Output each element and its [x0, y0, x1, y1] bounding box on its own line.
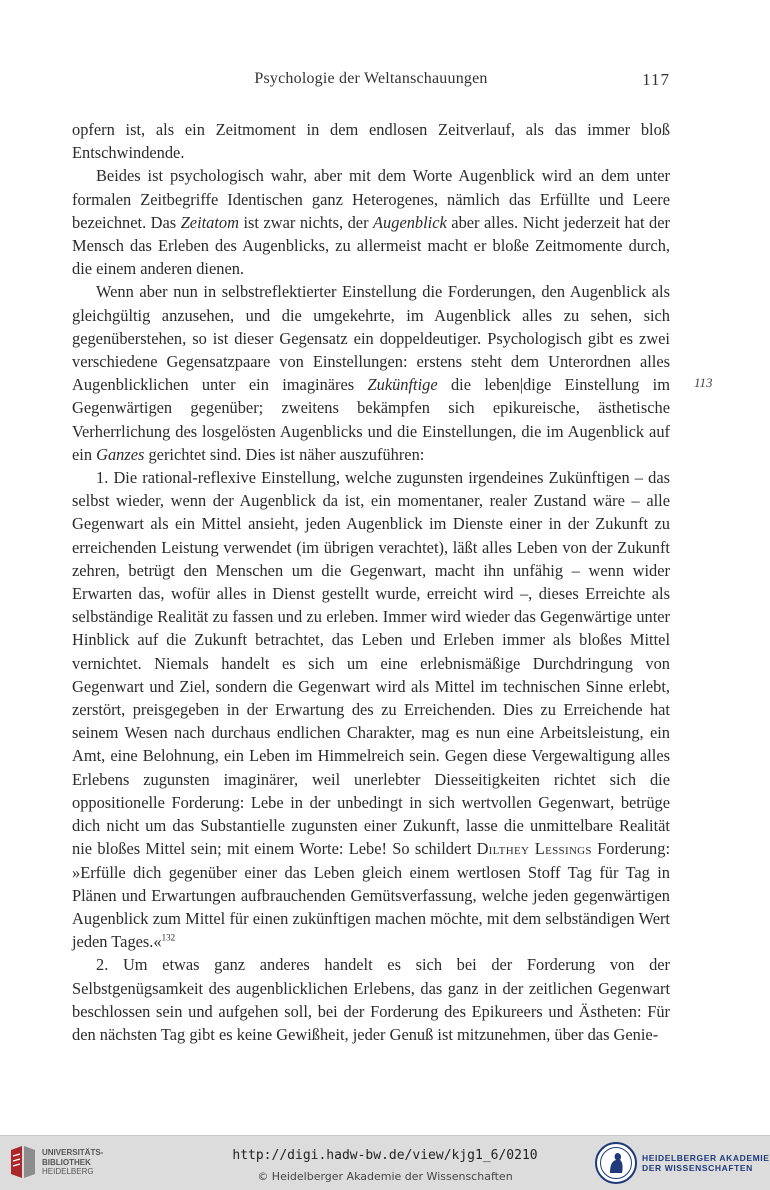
footnote-marker: 132 [161, 932, 176, 943]
text-run: gerichtet sind. Dies ist näher auszuführen: [144, 444, 425, 464]
emphasis-term: Zeitatom [180, 212, 239, 232]
academy-line-1: HEIDELBERGER AKADEMIE [642, 1153, 770, 1163]
permalink-url[interactable]: http://digi.hadw-bw.de/view/kjg1_6/0210 [232, 1148, 538, 1163]
text-run: 1. Die rational-reflexive Einstellung, welche zugunsten irgendeines Zukünftigen – das selbst wieder, wenn der Augenblick da ist, ein momentaner, realer Zustand wäre – alle Gegenwart als ein Mittel ansieht, jeden Augenblick im Dienste einer in der Zukunft zu erreichenden Leistung verwendet (im übrigen verachtet), läßt alles Leben von der Zukunft zehren, betrügt den Menschen um die Gegenwart, macht ihn unfähig – wenn wider Erwarten das, wofür alles in Dienst gestellt wurde, erreicht wird –, dieses Erreichte als selbständige Realität zu fassen und zu erleben. Immer wird wieder das Gegenwärtige unter Hinblick auf die Zukunft betrachtet, das Leben und Erleben immer als bloßes Mittel vernichtet. Niemals handelt es sich um eine erlebnismäßige Durchdringung von Gegenwart und Ziel, sondern die Gegenwart wird als Mittel im technischen Sinne erlebt, zerstört, preisgegeben in der Erwartung des zu Erreichenden. Dies zu Erreichende hat seinem Wesen nach durchaus endlichen Charakter, mag es nun eine Arbeitsleistung, ein Amt, eine Belohnung, ein Leben im Himmelreich sein. Gegen diese Vergewaltigung alles Erlebens zugunsten imaginärer, weil unerlebter Diesseitigkeiten richtet sich die oppositionelle Forderung: Lebe in der unbedingt in sich wertvollen Gegenwart, betrüge dich nicht um das Substantielle zugunsten einer Zukunft, lasse die unmittelbare Realität nie bloßes Mittel sein; mit einem Worte: Lebe! So schildert [72, 468, 670, 859]
text-run: Wenn aber nun in selbstreflektierter Einstellung die Forderungen, den Augenblick als gleichgültig anzusehen, und die umgekehrte, im Augenblick alles zu sehen, sich gegenüberstehen, so ist dieser Gegensatz ein doppeldeutiger. Psychologisch gibt es zwei verschiedene Gegensatzpaare von Einstellungen: erstens steht dem Unterordnen alles Augenblicklichen unter ein imaginäres [72, 282, 670, 395]
library-line-1: UNIVERSITÄTS- [42, 1148, 104, 1157]
text-run: ist zwar nichts, der [238, 212, 374, 232]
academy-name [642, 1153, 770, 1173]
running-title: Psychologie der Weltanschauungen [254, 70, 488, 87]
library-line-2: BIBLIOTHEK [42, 1157, 91, 1167]
text-run: opfern ist, als ein Zeitmoment in dem endlosen Zeitverlauf, als das immer bloß Entschwindende. [72, 120, 670, 163]
library-line-3: HEIDELBERG [42, 1167, 94, 1176]
emphasis-term: Ganzes [96, 444, 145, 464]
academy-line-2: DER WISSENSCHAFTEN [642, 1163, 753, 1173]
footer-bar [0, 1135, 770, 1190]
copyright-notice: © Heidelberger Akademie der Wissenschaften [257, 1170, 513, 1183]
paragraph [72, 953, 670, 1046]
text-run: aber alles. Nicht jederzeit hat der Mensch das Erleben des Augenblicks, zu allermeist macht er bloße Zeitmomente durch, die einem anderen dienen. [72, 212, 670, 279]
emphasis-term: Zukünftige [367, 375, 438, 395]
text-run: die leben|dige Einstellung im Gegenwärtigen gegenüber; zweitens bekämpfen sich epikureische, ästhetische Verherrlichung des losgelösten Augenblicks und die Einstellungen, die im Augenblick auf ein [72, 375, 670, 464]
running-head [72, 70, 670, 92]
body-text [72, 118, 670, 1046]
text-run: Forderung: »Erfülle dich gegenüber einer das Leben gleich einem wertlosen Stoff Tag für Tag in Plänen und Erwartungen aufbrauchenden Gemütsverfassung, welche jeden gegenwärtigen Augenblick zum Mittel für einen zukünftigen machen möchte, mit dem selbständigen Wert jeden Tages.« [72, 839, 670, 952]
text-run: 2. Um etwas ganz anderes handelt es sich bei der Forderung von der Selbstgenügsamkeit des augenblicklichen Erlebens, das ganz in der zeitlichen Gegenwart beschlossen sein und aufgehen soll, bei der Forderung des Epikureers und Ästheten: Für den nächsten Tag gibt es keine Gewißheit, jeder Genuß ist mitzunehmen, über das Genie- [72, 955, 670, 1044]
paragraph [72, 280, 670, 466]
paragraph [72, 118, 670, 164]
paragraph [72, 466, 670, 953]
academy-seal-icon[interactable] [594, 1141, 638, 1185]
margin-page-reference: 113 [694, 375, 713, 390]
paragraph [72, 164, 670, 280]
page-number: 117 [642, 70, 670, 89]
small-caps-name: Dilthey Lessings [476, 839, 592, 859]
emphasis-term: Augenblick [373, 212, 447, 232]
text-run: Beides ist psychologisch wahr, aber mit dem Worte Augenblick wird an dem unter formalen Zeitbegriffe Identischen ganz Heterogenes, nämlich das Erfüllte und Leere bezeichnet. Das [72, 166, 670, 232]
